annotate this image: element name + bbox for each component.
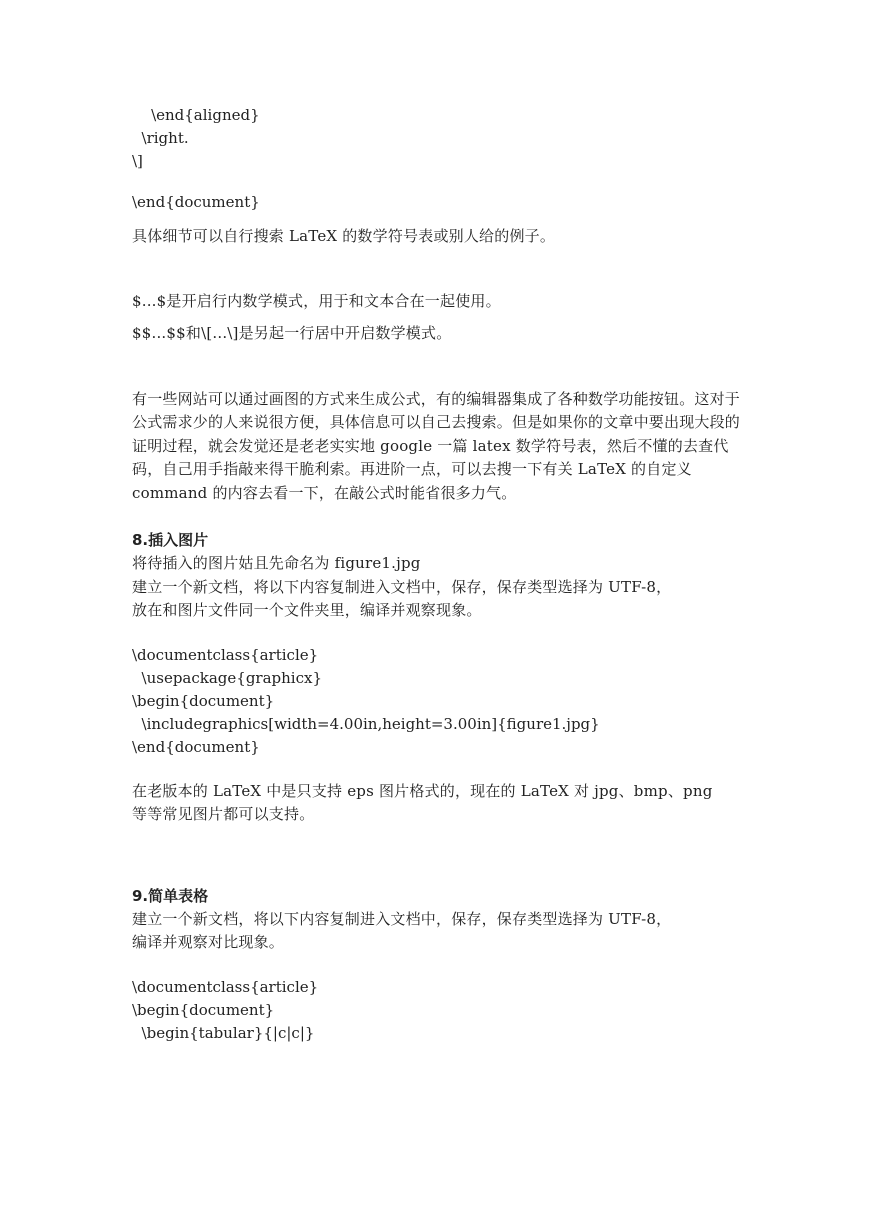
image-code-block [132,644,742,759]
code-line [132,173,742,191]
image-intro-line: 建立一个新文档，将以下内容复制进入文档中，保存，保存类型选择为 UTF-8， [132,577,672,596]
section-heading-insert-image: 8.插入图片 [132,531,209,549]
code-line: \begin{document} [132,1000,275,1019]
display-math-note: $$...$$和\[...\]是另起一行居中开启数学模式。 [132,324,452,342]
code-line: \begin{document} [132,691,275,710]
image-format-note-line: 在老版本的 LaTeX 中是只支持 eps 图片格式的，现在的 LaTeX 对 jpg、bmp、png [132,781,713,800]
math-code-block [132,104,742,214]
math-note: 具体细节可以自行搜索 LaTeX 的数学符号表或别人给的例子。 [132,227,556,245]
inline-math-note: $...$是开启行内数学模式，用于和文本合在一起使用。 [132,291,501,310]
table-intro-line: 建立一个新文档，将以下内容复制进入文档中，保存，保存类型选择为 UTF-8， [132,909,672,928]
code-line: \end{aligned} [132,106,260,124]
code-line: \] [132,152,143,170]
code-line: \usepackage{graphicx} [132,668,323,687]
document-page [132,104,742,1045]
code-line: \includegraphics[width=4.00in,height=3.00in]{figure1.jpg} [132,714,600,733]
image-format-note-line: 等等常见图片都可以支持。 [132,805,315,823]
section-heading-simple-table: 9.简单表格 [132,886,209,905]
image-intro-line: 放在和图片文件同一个文件夹里，编译并观察现象。 [132,601,482,619]
table-code-block [132,976,742,1045]
code-line: \begin{tabular}{|c|c|} [132,1023,315,1042]
code-line: \end{document} [132,193,260,211]
code-line: \documentclass{article} [132,977,319,996]
math-tools-paragraph: 有一些网站可以通过画图的方式来生成公式，有的编辑器集成了各种数学功能按钮。这对于公式需求少的人来说很方便，具体信息可以自己去搜索。但是如果你的文章中要出现大段的证明过程，就会发觉还是老老实实地 google 一篇 latex 数学符号表，然后不懂的去查代码，自己用手指敲来得干脆利索。再进阶一点，可以去搜一下有关 LaTeX 的自定义 command 的内容去看一下，在敲公式时能省很多力气。 [132,389,741,502]
image-intro-line: 将待插入的图片姑且先命名为 figure1.jpg [132,554,421,572]
code-line: \end{document} [132,737,260,756]
code-line: \right. [132,129,189,147]
table-intro-line: 编译并观察对比现象。 [132,933,285,951]
code-line: \documentclass{article} [132,645,319,664]
